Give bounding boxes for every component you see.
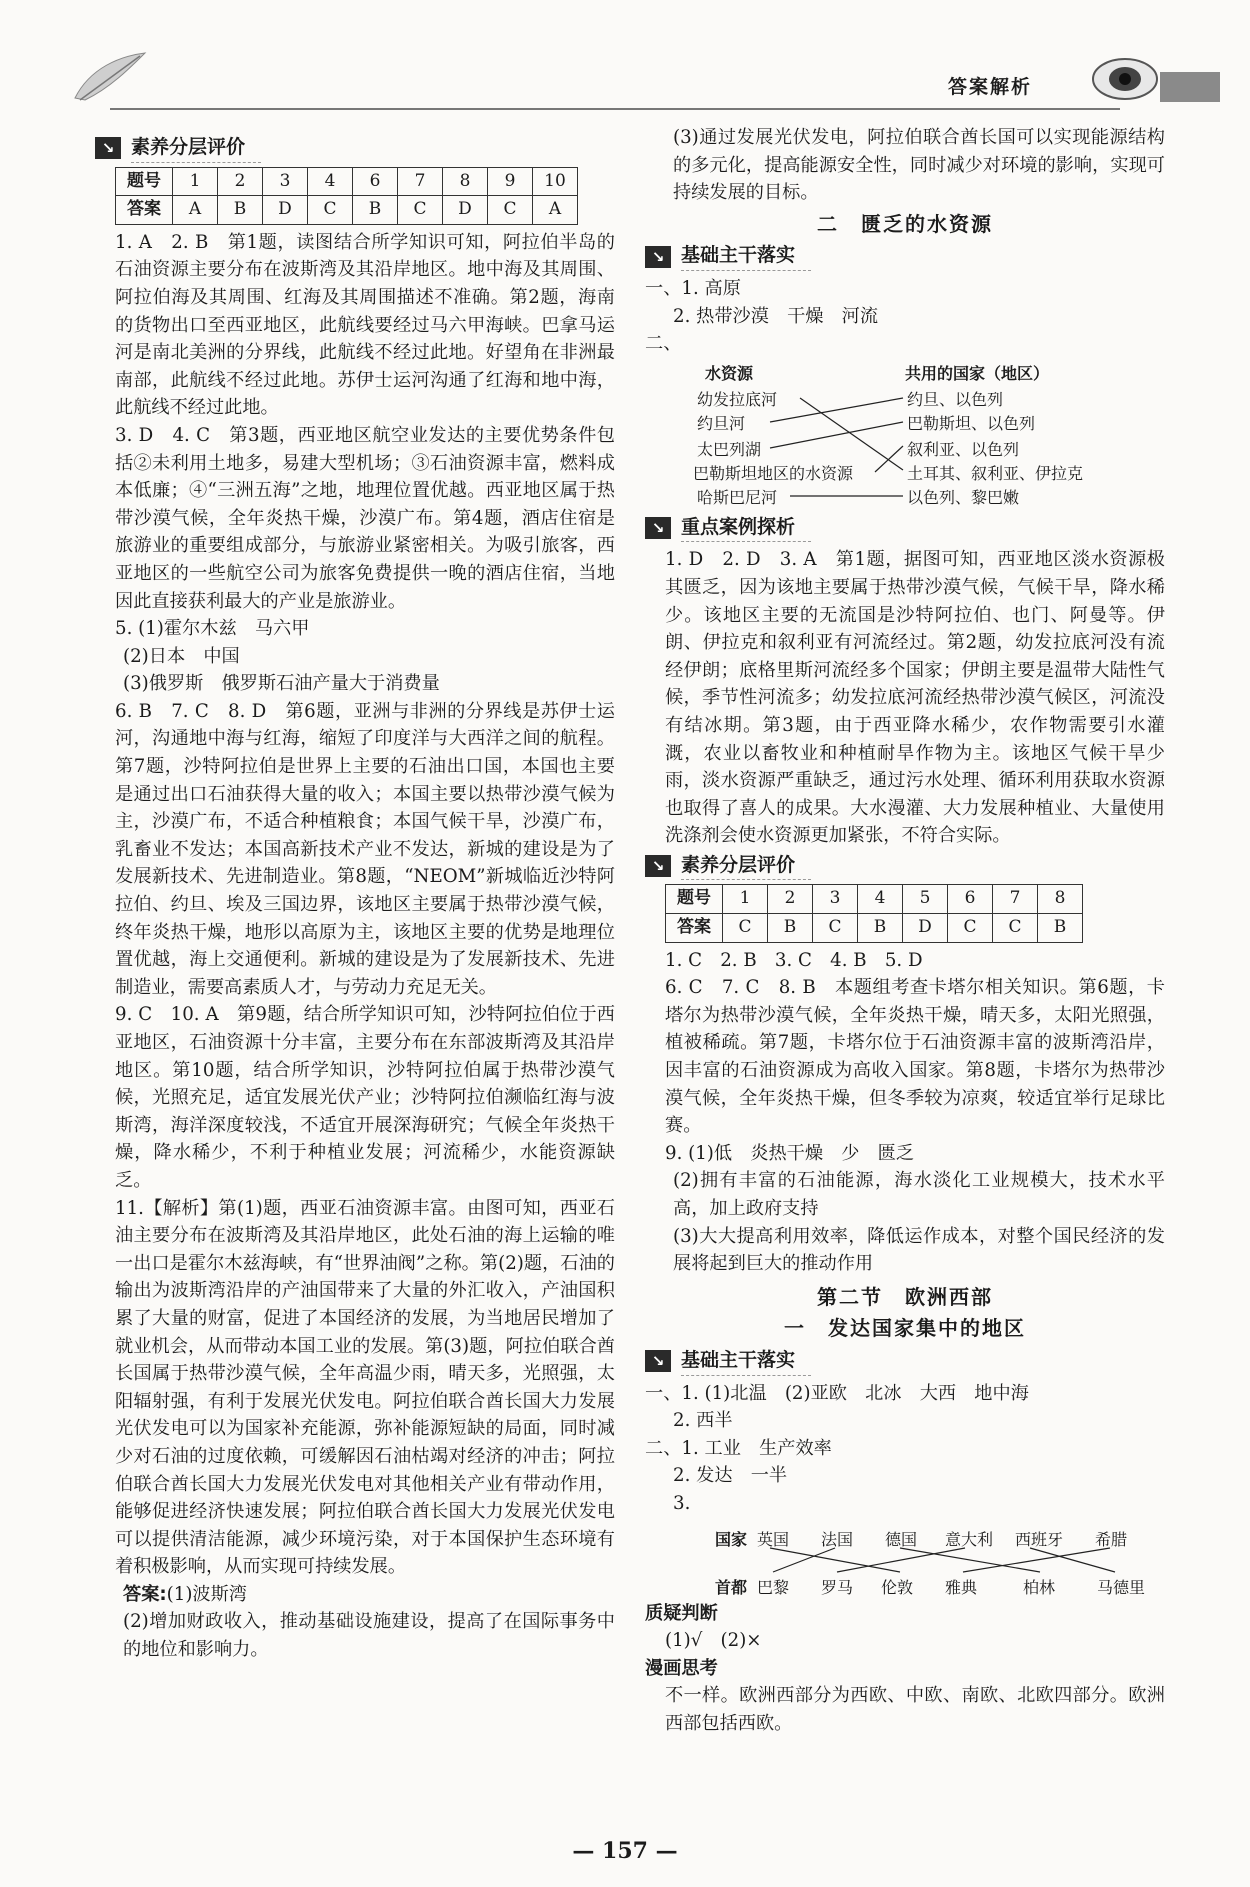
country-item: 叙利亚、以色列: [907, 439, 1020, 459]
sub-heading: 质疑判断: [645, 1602, 718, 1624]
arrow-icon: ↘: [645, 855, 671, 877]
lesson-title: 一 发达国家集中的地区: [784, 1316, 1026, 1341]
answer-paragraph: 1. A 2. B 第1题，读图结合所学知识可知，阿拉伯半岛的石油资源主要分布在波斯湾及其沿岸地区。地中海及其周围、阿拉伯海及其周围、红海及其周围描述不准确。第2题，海南的货物出口至西亚地区，此航线要经过马六甲海峡。巴拿马运河是南北美洲的分界线，此航线不经过此地。好望角在非洲最南部，此航线不经过此地。苏伊士运河沟通了红海和地中海，此航线不经过此地。: [115, 231, 615, 419]
table-question-number: 4: [858, 885, 903, 914]
country-item: 约旦、以色列: [907, 389, 1004, 409]
table-answer-cell: A: [533, 196, 578, 225]
table-answer-cell: D: [443, 196, 488, 225]
table-answer-cell: B: [353, 196, 398, 225]
section-title: 第二节 欧洲西部: [817, 1284, 993, 1309]
capital-matching-diagram: [645, 1518, 1165, 1600]
answer-line: 5. (1)霍尔木兹 马六甲: [115, 618, 310, 640]
country-item: 希腊: [1095, 1529, 1128, 1549]
country-item: 西班牙: [1015, 1529, 1064, 1549]
matching-lines: [645, 1518, 1165, 1600]
table-question-number: 1: [723, 885, 768, 914]
answer-line: (1)√ (2)×: [665, 1630, 762, 1652]
answer-line: (2)增加财政收入，推动基础设施建设，提高了在国际事务中的地位和影响力。: [123, 1611, 615, 1661]
answer-paragraph: 6. B 7. C 8. D 第6题，亚洲与非洲的分界线是苏伊士运河，沟通地中海与红海，缩短了印度洋与大西洋之间的航程。第7题，沙特阿拉伯是世界上主要的石油出口国，本国也主要是通过出口石油获得大量的收入；本国主要以热带沙漠气候为主，沙漠广布，不适合种植粮食；本国气候干旱，沙漠广布，乳畜业不发达；本国高新技术产业不发达，新城的建设是为了发展新技术、先进制造业。第8题，“NEOM”新城临近沙特阿拉伯、约旦、埃及三国边界，该地区主要属于热带沙漠气候，终年炎热干燥，地形以高原为主，该地区主要的优势是地理位置优越，海上交通便利。新城的建设是为了发展新技术、先进制造业，需要高素质人才，与劳动力充足无关。: [115, 700, 615, 998]
table-question-number: 3: [263, 167, 308, 196]
country-item: 巴勒斯坦、以色列: [907, 413, 1036, 433]
table-answer-cell: B: [1038, 914, 1083, 943]
country-item: 意大利: [945, 1529, 994, 1549]
country-item: 德国: [885, 1529, 918, 1549]
answer-line: 一、1. 高原: [645, 277, 741, 299]
header-rule: [110, 108, 1120, 110]
right-column: [645, 124, 1165, 1738]
country-item: 以色列、黎巴嫩: [907, 487, 1020, 507]
table-question-number: 2: [218, 167, 263, 196]
answer-paragraph: 11.【解析】第(1)题，西亚石油资源丰富。由图可知，西亚石油主要分布在波斯湾及其沿岸地区，此处石油的海上运输的唯一出口是霍尔木兹海峡，有“世界油阀”之称。第(2)题，石油的输出为波斯湾沿岸的产油国带来了大量的外汇收入，产油国积累了大量的财富，促进了本国经济的发展，为当地居民增加了就业机会，从而带动本国工业的发展。第(3)题，阿拉伯联合酋长国属于热带沙漠气候，全年高温少雨，晴天多，光照强，太阳辐射强，有利于发展光伏发电。阿拉伯联合酋长国大力发展光伏发电可以为国家补充能源，弥补能源短缺的局面，同时减少对石油的过度依赖，可缓解因石油枯竭对经济的冲击；阿拉伯联合酋长国大力发展光伏发电对其他相关产业有带动作用，能够促进经济快速发展；阿拉伯联合酋长国大力发展光伏发电可以提供清洁能源，减少环境污染，对于本国保护生态环境有着积极影响，从而实现可持续发展。: [115, 1197, 615, 1578]
water-item: 约旦河: [697, 413, 746, 433]
diagram-head-right: 共用的国家（地区）: [905, 363, 1050, 383]
answer-line: 1. C 2. B 3. C 4. B 5. D: [665, 949, 923, 971]
answer-table-1: [115, 167, 578, 225]
feather-icon: [70, 48, 150, 108]
answer-line: (3)俄罗斯 俄罗斯石油产量大于消费量: [123, 673, 440, 695]
arrow-icon: ↘: [645, 1350, 671, 1372]
table-question-number: 1: [173, 167, 218, 196]
answer-line: (3)大大提高利用效率，降低运作成本，对整个国民经济的发展将起到巨大的推动作用: [673, 1225, 1165, 1275]
arrow-icon: ↘: [645, 246, 671, 268]
table-answer-label: 答案: [116, 196, 173, 225]
table-question-number: 8: [1038, 885, 1083, 914]
capital-item: 马德里: [1097, 1577, 1146, 1597]
sub-heading: 漫画思考: [645, 1657, 718, 1679]
table-answer-cell: C: [398, 196, 443, 225]
table-question-number: 6: [948, 885, 993, 914]
answer-line: 一、1. (1)北温 (2)亚欧 北冰 大西 地中海: [645, 1382, 1029, 1404]
table-head-label: 题号: [116, 167, 173, 196]
table-answer-cell: B: [218, 196, 263, 225]
section-heading: ↘ 重点案例探析: [645, 514, 1165, 543]
capital-item: 雅典: [945, 1577, 978, 1597]
lesson-title: 二 匮乏的水资源: [817, 211, 993, 236]
table-question-number: 8: [443, 167, 488, 196]
capital-item: 巴黎: [757, 1577, 790, 1597]
table-answer-cell: A: [173, 196, 218, 225]
answer-line: 2. 热带沙漠 干燥 河流: [673, 305, 879, 327]
answer-line: (1)波斯湾: [166, 1583, 247, 1605]
matching-lines: [645, 358, 1165, 508]
table-question-number: 4: [308, 167, 353, 196]
arrow-icon: ↘: [95, 137, 121, 159]
answer-paragraph: 3. D 4. C 第3题，西亚地区航空业发达的主要优势条件包括②未利用土地多，易建大型机场；③石油资源丰富，燃料成本低廉；④“三洲五海”之地，地理位置优越。西亚地区属于热带沙漠气候，全年炎热干燥，沙漠广布。第4题，酒店住宿是旅游业的重要组成部分，与旅游业紧密相关。为吸引旅客，西亚地区的一些航空公司为旅客免费提供一晚的酒店住宿，当地因此直接获利最大的产业是旅游业。: [115, 424, 615, 612]
left-column: [95, 132, 615, 1664]
table-answer-cell: C: [488, 196, 533, 225]
answer-paragraph: 1. D 2. D 3. A 第1题，据图可知，西亚地区淡水资源极其匮乏，因为该地主要属于热带沙漠气候，气候干旱，降水稀少。该地区主要的无流国是沙特阿拉伯、也门、阿曼等。伊朗、伊拉克和叙利亚有河流经过。第2题，幼发拉底河没有流经伊朗；底格里斯河流经多个国家；伊朗主要是温带大陆性气候，季节性河流多；幼发拉底河流经热带沙漠气候区，河流没有结冰期。第3题，由于西亚降水稀少，农作物需要引水灌溉，农业以畜牧业和种植耐旱作物为主。该地区气候干旱少雨，淡水资源严重缺乏，通过污水处理、循环利用获取水资源也取得了喜人的成果。大水漫灌、大力发展种植业、大量使用洗涤剂会使水资源更加紧张，不符合实际。: [665, 549, 1165, 847]
answer-paragraph: 不一样。欧洲西部分为西欧、中欧、南欧、北欧四部分。欧洲西部包括西欧。: [665, 1685, 1165, 1734]
table-question-number: 7: [398, 167, 443, 196]
diagram-row-label: 国家: [715, 1529, 748, 1549]
table-answer-cell: D: [903, 914, 948, 943]
table-head-label: 题号: [666, 885, 723, 914]
answer-line: (2)拥有丰富的石油能源，海水淡化工业规模大，技术水平高，加上政府支持: [673, 1170, 1165, 1219]
table-question-number: 7: [993, 885, 1038, 914]
capital-item: 柏林: [1023, 1577, 1056, 1597]
answer-line: 3.: [673, 1492, 691, 1514]
diagram-head-left: 水资源: [705, 363, 754, 383]
capital-item: 伦敦: [881, 1577, 914, 1597]
country-item: 英国: [757, 1529, 790, 1549]
answer-line: 二、: [645, 333, 682, 355]
water-item: 巴勒斯坦地区的水资源: [693, 463, 854, 483]
section-heading: ↘ 基础主干落实: [645, 242, 1165, 271]
water-item: 幼发拉底河: [697, 389, 778, 409]
answer-label: 答案:: [123, 1583, 167, 1605]
answer-line: 9. (1)低 炎热干燥 少 匮乏: [665, 1142, 914, 1164]
answer-line: 2. 发达 一半: [673, 1465, 788, 1487]
answer-line: 2. 西半: [673, 1410, 733, 1432]
table-answer-cell: C: [308, 196, 353, 225]
table-answer-cell: B: [858, 914, 903, 943]
table-question-number: 9: [488, 167, 533, 196]
country-item: 土耳其、叙利亚、伊拉克: [907, 463, 1084, 483]
answer-paragraph: (3)通过发展光伏发电，阿拉伯联合酋长国可以实现能源结构的多元化，提高能源安全性，同时减少对环境的影响，实现可持续发展的目标。: [673, 127, 1165, 204]
water-matching-diagram: [645, 358, 1165, 508]
page-number: — 157 —: [572, 1838, 678, 1864]
water-item: 哈斯巴尼河: [697, 487, 778, 507]
section-heading: ↘ 基础主干落实: [645, 1347, 1165, 1376]
capital-item: 罗马: [821, 1577, 854, 1597]
answer-paragraph: 9. C 10. A 第9题，结合所学知识可知，沙特阿拉伯位于西亚地区，石油资源十分丰富，主要分布在东部波斯湾及其沿岸地区。第10题，结合所学知识，沙特阿拉伯属于热带沙漠气候，光照充足，适宜发展光伏产业；沙特阿拉伯濒临红海与波斯湾，海洋深度较浅，不适宜开展深海研究；气候全年炎热干燥，降水稀少，不利于种植业发展；河流稀少，水能资源缺乏。: [115, 1004, 615, 1191]
table-question-number: 2: [768, 885, 813, 914]
answer-table-2: [665, 884, 1083, 942]
table-answer-label: 答案: [666, 914, 723, 943]
answer-paragraph: 6. C 7. C 8. B 本题组考查卡塔尔相关知识。第6题，卡塔尔为热带沙漠气候，全年炎热干燥，晴天多，太阳光照强，植被稀疏。第7题，卡塔尔位于石油资源丰富的波斯湾沿岸，因丰富的石油资源成为高收入国家。第8题，卡塔尔为热带沙漠气候，全年炎热干燥，但冬季较为凉爽，较适宜举行足球比赛。: [665, 977, 1165, 1137]
water-item: 太巴列湖: [697, 439, 762, 459]
table-question-number: 10: [533, 167, 578, 196]
country-item: 法国: [821, 1529, 854, 1549]
table-question-number: 5: [903, 885, 948, 914]
table-answer-cell: C: [993, 914, 1038, 943]
table-answer-cell: C: [813, 914, 858, 943]
header-title: 答案解析: [948, 76, 1033, 98]
section-heading: ↘ 素养分层评价: [645, 852, 1165, 881]
table-answer-cell: D: [263, 196, 308, 225]
section-heading: ↘ 素养分层评价: [95, 134, 615, 163]
answer-line: (2)日本 中国: [123, 645, 240, 667]
table-answer-cell: B: [768, 914, 813, 943]
table-question-number: 3: [813, 885, 858, 914]
table-answer-cell: C: [723, 914, 768, 943]
eye-logo-icon: [1090, 55, 1160, 103]
table-answer-cell: C: [948, 914, 993, 943]
answer-line: 二、1. 工业 生产效率: [645, 1437, 832, 1459]
arrow-icon: ↘: [645, 517, 671, 539]
header-bar: [1160, 72, 1220, 102]
diagram-row-label: 首都: [715, 1577, 748, 1597]
table-question-number: 6: [353, 167, 398, 196]
